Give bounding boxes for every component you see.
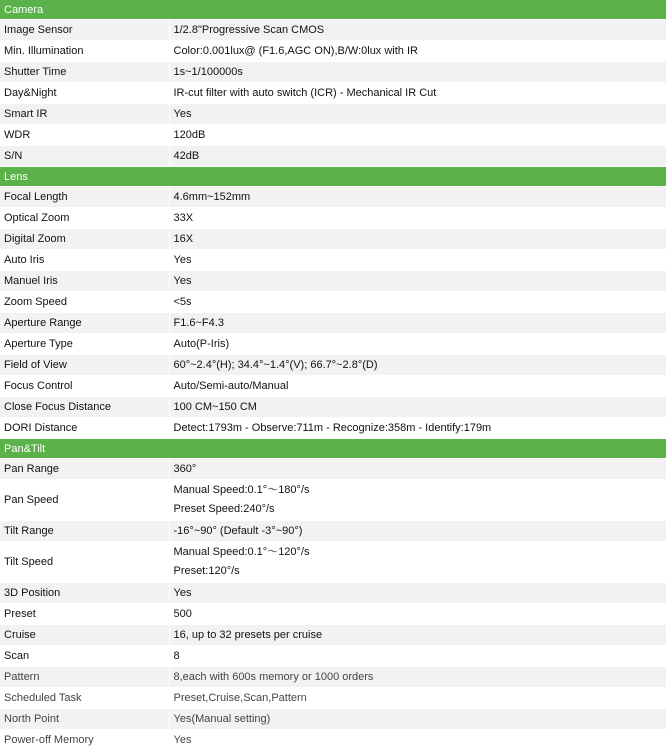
section-title: Pan&Tilt — [0, 439, 666, 459]
spec-label: Preset — [0, 604, 169, 625]
spec-value: 8,each with 600s memory or 1000 orders — [169, 667, 666, 688]
spec-value: Detect:1793m - Observe:711m - Recognize:358m - Identify:179m — [169, 418, 666, 439]
spec-value: 100 CM~150 CM — [169, 397, 666, 418]
spec-row — [0, 604, 666, 625]
spec-row — [0, 355, 666, 376]
spec-row — [0, 646, 666, 667]
spec-value: 120dB — [169, 125, 666, 146]
spec-value: Color:0.001lux@ (F1.6,AGC ON),B/W:0lux with IR — [169, 41, 666, 62]
spec-value-line: Manual Speed:0.1°～180°/s — [174, 481, 666, 500]
spec-value — [169, 480, 666, 521]
spec-value: <5s — [169, 292, 666, 313]
spec-label: WDR — [0, 125, 169, 146]
spec-row — [0, 146, 666, 167]
spec-label: Zoom Speed — [0, 292, 169, 313]
spec-value: Yes — [169, 104, 666, 125]
spec-row — [0, 418, 666, 439]
spec-value — [169, 542, 666, 583]
spec-value-line: Preset:120°/s — [174, 562, 666, 581]
spec-label: Day&Night — [0, 83, 169, 104]
spec-row — [0, 271, 666, 292]
spec-row — [0, 292, 666, 313]
spec-row — [0, 688, 666, 709]
section-title: Lens — [0, 167, 666, 187]
spec-label: Scheduled Task — [0, 688, 169, 709]
spec-value-line: Preset Speed:240°/s — [174, 500, 666, 519]
spec-row — [0, 480, 666, 521]
spec-label: DORI Distance — [0, 418, 169, 439]
spec-label: Pan Range — [0, 459, 169, 480]
spec-label: Tilt Range — [0, 521, 169, 542]
spec-label: Scan — [0, 646, 169, 667]
spec-value: Auto(P-Iris) — [169, 334, 666, 355]
spec-row — [0, 20, 666, 41]
spec-value: Yes — [169, 250, 666, 271]
spec-value: 1/2.8"Progressive Scan CMOS — [169, 20, 666, 41]
spec-value: 33X — [169, 208, 666, 229]
spec-row — [0, 625, 666, 646]
spec-value: 500 — [169, 604, 666, 625]
spec-label: Aperture Type — [0, 334, 169, 355]
spec-label: Tilt Speed — [0, 542, 169, 583]
spec-value: 16X — [169, 229, 666, 250]
spec-value: IR-cut filter with auto switch (ICR) - Mechanical IR Cut — [169, 83, 666, 104]
spec-row — [0, 334, 666, 355]
spec-value: 60°~2.4°(H); 34.4°~1.4°(V); 66.7°~2.8°(D) — [169, 355, 666, 376]
spec-row — [0, 397, 666, 418]
spec-row — [0, 104, 666, 125]
spec-row — [0, 41, 666, 62]
spec-row — [0, 583, 666, 604]
spec-label: Focal Length — [0, 187, 169, 208]
spec-row — [0, 229, 666, 250]
spec-row — [0, 459, 666, 480]
spec-label: Close Focus Distance — [0, 397, 169, 418]
spec-label: Optical Zoom — [0, 208, 169, 229]
section-title: Camera — [0, 0, 666, 20]
spec-label: Smart IR — [0, 104, 169, 125]
spec-value-line: Manual Speed:0.1°～120°/s — [174, 543, 666, 562]
spec-value: 4.6mm~152mm — [169, 187, 666, 208]
spec-label: S/N — [0, 146, 169, 167]
spec-label: Auto Iris — [0, 250, 169, 271]
spec-row — [0, 125, 666, 146]
spec-row — [0, 83, 666, 104]
spec-label: 3D Position — [0, 583, 169, 604]
spec-value: Preset,Cruise,Scan,Pattern — [169, 688, 666, 709]
spec-row — [0, 187, 666, 208]
spec-value: Yes(Manual setting) — [169, 709, 666, 730]
spec-label: Aperture Range — [0, 313, 169, 334]
spec-label: Min. Illumination — [0, 41, 169, 62]
spec-row — [0, 250, 666, 271]
spec-label: Pattern — [0, 667, 169, 688]
spec-value: F1.6~F4.3 — [169, 313, 666, 334]
section-header-camera — [0, 0, 666, 20]
section-header-lens — [0, 167, 666, 187]
spec-label: Image Sensor — [0, 20, 169, 41]
spec-value: Yes — [169, 583, 666, 604]
spec-label: Shutter Time — [0, 62, 169, 83]
spec-value: 42dB — [169, 146, 666, 167]
spec-value: 16, up to 32 presets per cruise — [169, 625, 666, 646]
spec-label: Power-off Memory — [0, 730, 169, 751]
spec-value: -16°~90° (Default -3°~90°) — [169, 521, 666, 542]
spec-row — [0, 667, 666, 688]
spec-label: Digital Zoom — [0, 229, 169, 250]
spec-row — [0, 62, 666, 83]
spec-label: Cruise — [0, 625, 169, 646]
spec-value: 360° — [169, 459, 666, 480]
spec-label: Focus Control — [0, 376, 169, 397]
spec-row — [0, 521, 666, 542]
spec-row — [0, 313, 666, 334]
spec-label: Pan Speed — [0, 480, 169, 521]
section-header-pan-tilt — [0, 439, 666, 459]
spec-row — [0, 709, 666, 730]
spec-row — [0, 542, 666, 583]
spec-label: North Point — [0, 709, 169, 730]
spec-row — [0, 730, 666, 751]
spec-value: 1s~1/100000s — [169, 62, 666, 83]
spec-label: Field of View — [0, 355, 169, 376]
spec-value: Yes — [169, 730, 666, 751]
spec-row — [0, 376, 666, 397]
spec-value: Yes — [169, 271, 666, 292]
spec-value: 8 — [169, 646, 666, 667]
spec-value: Auto/Semi-auto/Manual — [169, 376, 666, 397]
spec-row — [0, 208, 666, 229]
spec-label: Manuel Iris — [0, 271, 169, 292]
